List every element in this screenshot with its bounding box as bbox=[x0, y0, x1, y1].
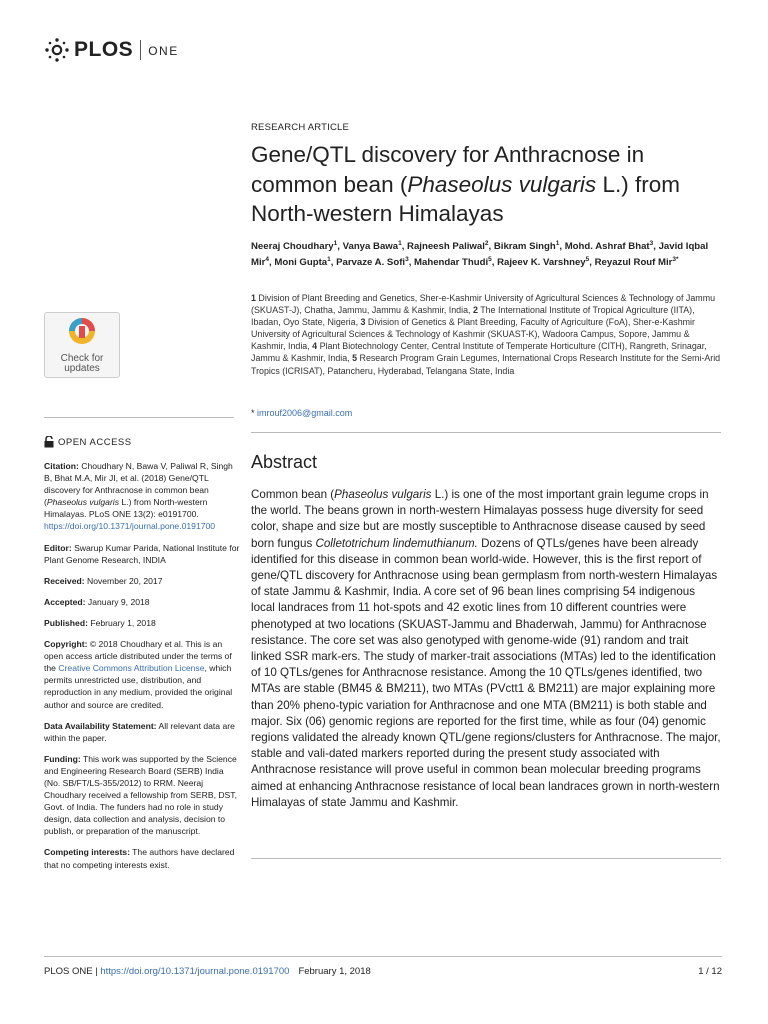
journal-logo[interactable] bbox=[44, 36, 179, 64]
logo-one-text: ONE bbox=[148, 44, 179, 58]
author-name[interactable]: Rajneesh Paliwal$^2$ bbox=[407, 240, 489, 253]
check-for-updates-badge[interactable] bbox=[44, 312, 120, 378]
author-affiliation-mark: 1 bbox=[398, 240, 402, 247]
footer-doi-link[interactable]: https://doi.org/10.1371/journal.pone.0191700 bbox=[100, 966, 290, 977]
received-date: Received: November 20, 2017 bbox=[44, 575, 163, 586]
open-access-label: OPEN ACCESS bbox=[44, 436, 132, 448]
affiliation-text: The International Institute of Tropical Agriculture (IITA), Ibadan, Oyo State, Nigeria, bbox=[251, 305, 695, 328]
affiliation-number: 5 bbox=[352, 353, 358, 364]
author-affiliation-mark: 1 bbox=[333, 240, 338, 247]
article-title: Gene/QTL discovery for Anthracnose in common bean (Phaseolus vulgaris L.) from North-western Himalayas bbox=[251, 142, 680, 226]
published-date: Published: February 1, 2018 bbox=[44, 617, 156, 628]
left-divider bbox=[44, 417, 234, 418]
author-affiliation-mark: 2 bbox=[484, 240, 489, 247]
author-name[interactable]: Javid Iqbal Mir$^4$ bbox=[251, 241, 709, 268]
affiliation-text: Division of Genetics & Plant Breeding, Faculty of Agriculture (FoA), Sher-e-Kashmir University of Agricultural Sciences & Technology of Kashmir (SKUAST-K), Wadoora Campus, Sopore, Jammu & Kashmir, India, bbox=[251, 317, 695, 352]
abstract-text: Common bean (Phaseolus vulgaris L.) is one of the most important grain legume crops in the world. The beans grown in north-western Himalayas possess huge diversity for seed color, shape and size but are mostly susceptible to Anthracnose disease caused by seed born fungus Colletotrichum lindemuthianum. Dozens of QTLs/genes have been already identified for this disease in common bean world-wide. However, this is the first report of gene/QTL discovery for Anthracnose using bean germplasm from north-western Himalayas of state Jammu & Kashmir, India. A core set of 96 bean lines comprising 54 indigenous local landraces from 11 hot-spots and 42 exotic lines from 10 different countries were phenotyped at two locations (SKUAST-Jammu and Bhaderwah, Jammu) for Anthracnose resistance. The core set was also genotyped with genome-wide (91) random and trait linked SSR mark-ers. The study of marker-trait associations (MTAs) led to the identification of 10 QTLs/genes for Anthracnose resistance. Among the 10 QTLs/genes identified, two MTAs are stable (BM45 & BM211), two MTAs (PVctt1 & BM211) are major explaining more than 20% pheno-typic variation for Anthracnose and one MTA (BM211) is both stable and major. Six (06) genomic regions are reported for the first time, while as four (04) genomic regions validated the already known QTL/gene regions/clusters for Anthracnose. The major, stable and vali-dated markers reported during the present study associated with Anthracnose resistance will prove useful in common bean molecular breeding programs aimed at enhancing Anthracnose resistance of local bean landraces grown in north-western Himalayas of state Jammu and Kashmir. bbox=[251, 488, 721, 809]
author-affiliation-mark: 4 bbox=[265, 255, 270, 263]
affiliation-number: 4 bbox=[312, 341, 318, 352]
logo-divider bbox=[140, 40, 141, 60]
author-list: Neeraj Choudhary$^1$, Vanya Bawa$^1$, Rajneesh Paliwal$^2$, Bikram Singh$^1$, Mohd. Ashraf Bhat$^3$, Javid Iqbal Mir$^4$, Moni Gupta$^1$, Parvaze A. Sofi$^3$, Mahendar Thudi$^5$, Rajeev K. Varshney$^5$, Reyazul Rouf Mir$^{3*}$ bbox=[251, 240, 709, 268]
open-lock-icon bbox=[44, 436, 54, 448]
page-number: 1 / 12 bbox=[698, 966, 722, 977]
check-for-updates-text: Check for updates bbox=[60, 353, 104, 374]
footer-date: February 1, 2018 bbox=[298, 966, 371, 977]
author-name[interactable]: Neeraj Choudhary$^1$ bbox=[251, 240, 338, 253]
citation-doi-link[interactable]: https://doi.org/10.1371/journal.pone.0191700 bbox=[44, 521, 216, 532]
citation: Citation: Choudhary N, Bawa V, Paliwal R, Singh B, Bhat M.A, Mir JI, et al. (2018) Gene/QTL discovery for Anthracnose in common bean (Phaseolus vulgaris L.) from North-western Himalayas. PLoS ONE 13(2): e0191700. https://doi.org/10.1371/journal.pone.0191700 bbox=[44, 461, 233, 532]
author-name[interactable]: Parvaze A. Sofi$^3$ bbox=[336, 255, 409, 268]
affiliation-text: Plant Biotechnology Center, Central Institute of Temperate Horticulture (CITH), Rangreth, Srinagar, Jammu & Kashmir, India, bbox=[251, 341, 707, 364]
footer-separator: | bbox=[92, 966, 101, 977]
license-link[interactable]: Creative Commons Attribution License bbox=[58, 663, 205, 674]
data-availability: Data Availability Statement: All relevant data are within the paper. bbox=[44, 720, 235, 743]
author-affiliation-mark: 5 bbox=[488, 255, 492, 263]
author-name[interactable]: Bikram Singh$^1$ bbox=[493, 240, 560, 253]
footer-divider bbox=[44, 956, 722, 957]
logo-plos-text: PLOS bbox=[74, 38, 134, 61]
affiliation-number: 3 bbox=[360, 317, 366, 328]
plos-logo-icon bbox=[44, 37, 70, 63]
affiliations bbox=[251, 292, 721, 377]
author-affiliation-mark: 1 bbox=[327, 255, 331, 263]
right-divider-bottom bbox=[251, 858, 721, 859]
crossmark-icon bbox=[67, 316, 97, 346]
accepted-date: Accepted: January 9, 2018 bbox=[44, 596, 150, 607]
copyright: Copyright: © 2018 Choudhary et al. This is an open access article distributed under the terms of the Creative Commons Attribution License, which permits unrestricted use, distribution, and reproduction in any medium, provided the original author and source are credited. bbox=[44, 639, 233, 710]
affiliation-text: Research Program Grain Legumes, International Crops Research Institute for the Semi-Arid Tropics (ICRISAT), Patancheru, Hyderabad, Telangana State, India bbox=[251, 353, 721, 376]
author-affiliation-mark: 1 bbox=[555, 240, 560, 247]
funding: Funding: This work was supported by the Science and Engineering Research Board (SERB) India (No. SB/FT/LS-355/2012) to RRM. Neeraj Choudhary received a fellowship from SERB, DST, Govt. of India. The funders had no role in study design, data collection and analysis, decision to publish, or preparation of the manuscript. bbox=[44, 753, 237, 837]
author-affiliation-mark: 3 bbox=[405, 255, 409, 263]
right-divider-top bbox=[251, 432, 721, 433]
article-type: RESEARCH ARTICLE bbox=[251, 122, 350, 133]
author-affiliation-mark: 5 bbox=[585, 255, 590, 263]
author-name[interactable]: Vanya Bawa$^1$ bbox=[342, 240, 402, 253]
author-affiliation-mark: 3 bbox=[649, 240, 654, 247]
article-metadata bbox=[44, 460, 240, 880]
affiliation-number: 2 bbox=[472, 305, 478, 316]
affiliation-text: Division of Plant Breeding and Genetics, Sher-e-Kashmir University of Agricultural Sciences & Technology of Jammu (SKUAST-J), Chatha, Jammu, Jammu & Kashmir, India, bbox=[251, 293, 716, 316]
author-name[interactable]: Reyazul Rouf Mir$^{3*}$ bbox=[594, 255, 679, 268]
author-name[interactable]: Moni Gupta$^1$ bbox=[274, 255, 331, 268]
competing-interests: Competing interests: The authors have declared that no competing interests exist. bbox=[44, 847, 235, 870]
author-name[interactable]: Mohd. Ashraf Bhat$^3$ bbox=[564, 240, 654, 253]
editor: Editor: Swarup Kumar Parida, National Institute for Plant Genome Research, INDIA bbox=[44, 542, 240, 565]
author-name[interactable]: Rajeev K. Varshney$^5$ bbox=[497, 255, 590, 268]
footer-journal: PLOS ONE bbox=[44, 966, 93, 977]
page-footer bbox=[44, 966, 722, 977]
author-name[interactable]: Mahendar Thudi$^5$ bbox=[414, 255, 492, 268]
author-affiliation-mark: 3* bbox=[672, 255, 679, 263]
corresponding-email[interactable]: * imrouf2006@gmail.com bbox=[251, 408, 353, 418]
abstract-heading: Abstract bbox=[251, 452, 318, 472]
affiliation-number: 1 bbox=[251, 293, 256, 303]
